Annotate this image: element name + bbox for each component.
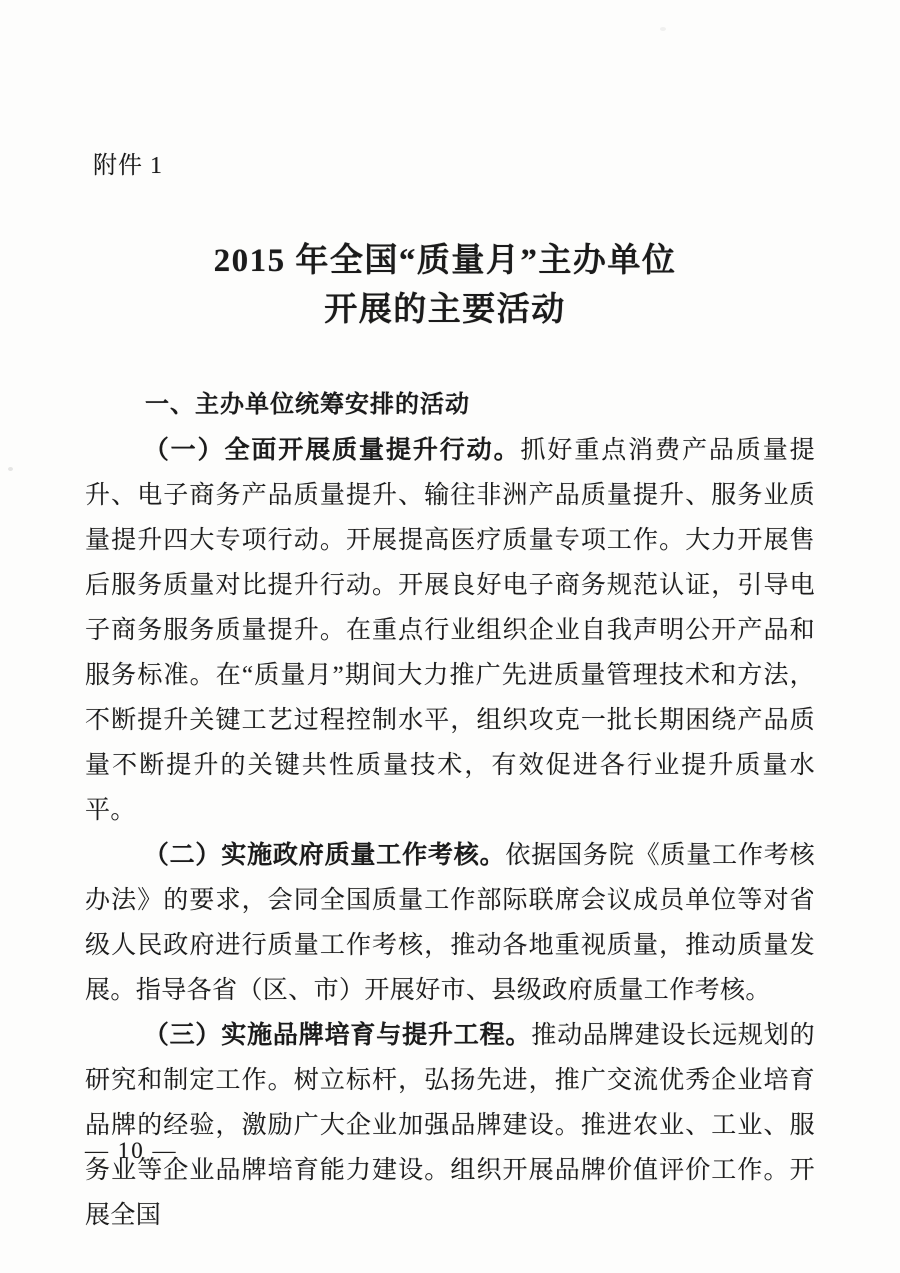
document-title: [0, 237, 890, 335]
paragraph-lead: （二）实施政府质量工作考核。: [143, 842, 506, 869]
document-body: [85, 381, 815, 1238]
paragraph-text: 推动品牌建设长远规划的研究和制定工作。树立标杆，弘扬先进，推广交流优秀企业培育品牌的经验，激励广大企业加强品牌建设。推进农业、工业、服务业等企业品牌培育能力建设。组织开展品牌价值评价工作。开展全国: [85, 1022, 815, 1229]
paragraph-lead: （一）全面开展质量提升行动。: [143, 437, 521, 464]
paragraph-text: 依据国务院《质量工作考核办法》的要求，会同全国质量工作部际联席会议成员单位等对省级人民政府进行质量工作考核，推动各地重视质量，推动质量发展。指导各省（区、市）开展好市、县级政府质量工作考核。: [85, 842, 815, 1004]
paragraph-lead: （三）实施品牌培育与提升工程。: [143, 1022, 532, 1049]
paragraph: [85, 428, 815, 833]
attachment-label: 附件 1: [93, 153, 163, 179]
scan-speck: [8, 467, 13, 471]
paragraph: [85, 1013, 815, 1238]
paragraphs: [85, 428, 815, 1238]
title-line-2: 开展的主要活动: [324, 292, 566, 328]
scan-speck: [660, 27, 666, 31]
paragraph-text: 抓好重点消费产品质量提升、电子商务产品质量提升、输往非洲产品质量提升、服务业质量提升四大专项行动。开展提高医疗质量专项工作。大力开展售后服务质量对比提升行动。开展良好电子商务规范认证，引导电子商务服务质量提升。在重点行业组织企业自我声明公开产品和服务标准。在“质量月”期间大力推广先进质量管理技术和方法，不断提升关键工艺过程控制水平，组织攻克一批长期困绕产品质量不断提升的关键共性质量技术，有效促进各行业提升质量水平。: [85, 437, 815, 824]
paragraph: [85, 833, 815, 1013]
section-heading: 一、主办单位统筹安排的活动: [145, 391, 470, 418]
page-number: — 10 —: [85, 1138, 178, 1163]
title-line-1: 2015 年全国“质量月”主办单位: [213, 243, 677, 279]
